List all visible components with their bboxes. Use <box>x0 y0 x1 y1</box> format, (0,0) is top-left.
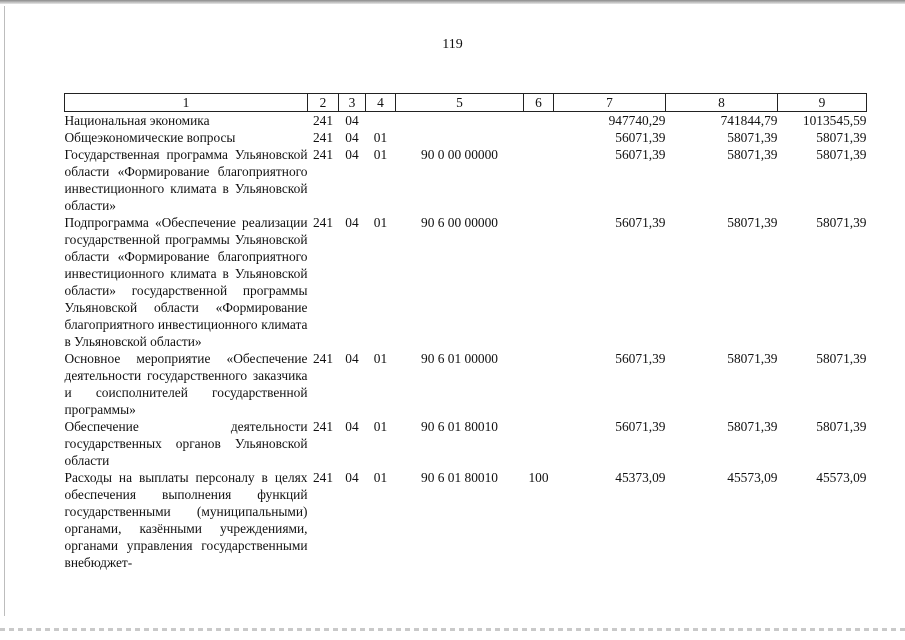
table-row <box>65 146 867 214</box>
row-target-article <box>396 129 524 146</box>
row-name: Основное мероприятие «Обеспечение деятельности государственного заказчика и соисполнителей государственной программы» <box>64 351 308 417</box>
row-code: 241 <box>312 113 334 128</box>
header-row <box>65 94 867 112</box>
row-section: 04 <box>345 147 359 162</box>
header-col-5: 5 <box>396 94 524 112</box>
row-section: 04 <box>345 419 359 434</box>
row-subsection: 01 <box>373 130 388 145</box>
row-expense-type: 100 <box>528 470 549 485</box>
row-code: 241 <box>312 147 334 162</box>
row-section: 04 <box>345 113 359 128</box>
row-amount-7: 947740,29 <box>608 113 666 128</box>
row-expense-type <box>524 418 554 469</box>
row-section: 04 <box>345 470 359 485</box>
scan-edge-left <box>4 6 5 616</box>
row-amount-8: 45573,09 <box>727 470 778 485</box>
row-target-article: 90 6 01 80010 <box>421 470 498 485</box>
row-subsection: 01 <box>373 147 388 162</box>
row-amount-7: 45373,09 <box>615 470 666 485</box>
row-target-article: 90 6 01 00000 <box>421 351 498 366</box>
table-row <box>65 350 867 418</box>
header-col-1: 1 <box>65 94 308 112</box>
row-amount-9: 58071,39 <box>816 419 867 434</box>
row-subsection: 01 <box>373 470 388 485</box>
row-section: 04 <box>345 351 359 366</box>
row-target-article <box>396 112 524 130</box>
row-amount-9: 58071,39 <box>816 130 867 145</box>
row-amount-7: 56071,39 <box>615 419 666 434</box>
row-name: Национальная экономика <box>64 113 210 128</box>
page-number: 119 <box>442 37 463 52</box>
row-section: 04 <box>345 130 359 145</box>
row-name: Общеэкономические вопросы <box>64 130 236 145</box>
budget-table <box>64 93 867 571</box>
row-amount-8: 58071,39 <box>727 215 778 230</box>
scan-edge-top <box>0 0 905 4</box>
row-expense-type <box>524 214 554 350</box>
row-amount-8: 741844,79 <box>720 113 778 128</box>
row-expense-type <box>524 146 554 214</box>
row-expense-type <box>524 112 554 130</box>
row-amount-8: 58071,39 <box>727 351 778 366</box>
header-col-6: 6 <box>524 94 554 112</box>
row-name: Расходы на выплаты персоналу в целях обеспечения выполнения функций государственными (муниципальными) органами, казёнными учреждениями, органами управления государственными внебюджет- <box>64 470 308 570</box>
table-row <box>65 112 867 130</box>
row-subsection: 01 <box>373 351 388 366</box>
row-name: Обеспечение деятельности государственных органов Ульяновской области <box>64 419 308 468</box>
row-subsection <box>366 112 396 130</box>
row-amount-7: 56071,39 <box>615 130 666 145</box>
table-row <box>65 214 867 350</box>
header-col-9: 9 <box>778 94 867 112</box>
row-amount-8: 58071,39 <box>727 147 778 162</box>
row-expense-type <box>524 350 554 418</box>
row-subsection: 01 <box>373 215 388 230</box>
row-name: Подпрограмма «Обеспечение реализации государственной программы Ульяновской области «Формирование благоприятного инвестиционного климата в Ульяновской области» государственной программы Ульяновской области «Формирование благоприятного инвестиционного климата в Ульяновской области» <box>64 215 308 349</box>
table-row <box>65 129 867 146</box>
row-amount-8: 58071,39 <box>727 419 778 434</box>
row-name: Государственная программа Ульяновской области «Формирование благоприятного инвестиционного климата в Ульяновской области» <box>64 147 308 213</box>
header-col-7: 7 <box>554 94 666 112</box>
row-amount-7: 56071,39 <box>615 147 666 162</box>
row-amount-8: 58071,39 <box>727 130 778 145</box>
row-amount-9: 58071,39 <box>816 215 867 230</box>
row-amount-9: 58071,39 <box>816 147 867 162</box>
header-col-8: 8 <box>666 94 778 112</box>
table-row <box>65 469 867 571</box>
row-amount-7: 56071,39 <box>615 215 666 230</box>
header-col-4: 4 <box>366 94 396 112</box>
row-target-article: 90 0 00 00000 <box>421 147 498 162</box>
row-expense-type <box>524 129 554 146</box>
row-code: 241 <box>312 351 334 366</box>
row-amount-9: 1013545,59 <box>802 113 867 128</box>
row-code: 241 <box>312 215 334 230</box>
header-col-2: 2 <box>308 94 339 112</box>
row-amount-9: 58071,39 <box>816 351 867 366</box>
header-col-3: 3 <box>339 94 366 112</box>
row-target-article: 90 6 00 00000 <box>421 215 498 230</box>
row-amount-9: 45573,09 <box>816 470 867 485</box>
row-target-article: 90 6 01 80010 <box>421 419 498 434</box>
row-section: 04 <box>345 215 359 230</box>
table-row <box>65 418 867 469</box>
row-code: 241 <box>312 130 334 145</box>
row-subsection: 01 <box>373 419 388 434</box>
row-code: 241 <box>312 419 334 434</box>
row-amount-7: 56071,39 <box>615 351 666 366</box>
scan-edge-bottom <box>0 628 905 631</box>
row-code: 241 <box>312 470 334 485</box>
